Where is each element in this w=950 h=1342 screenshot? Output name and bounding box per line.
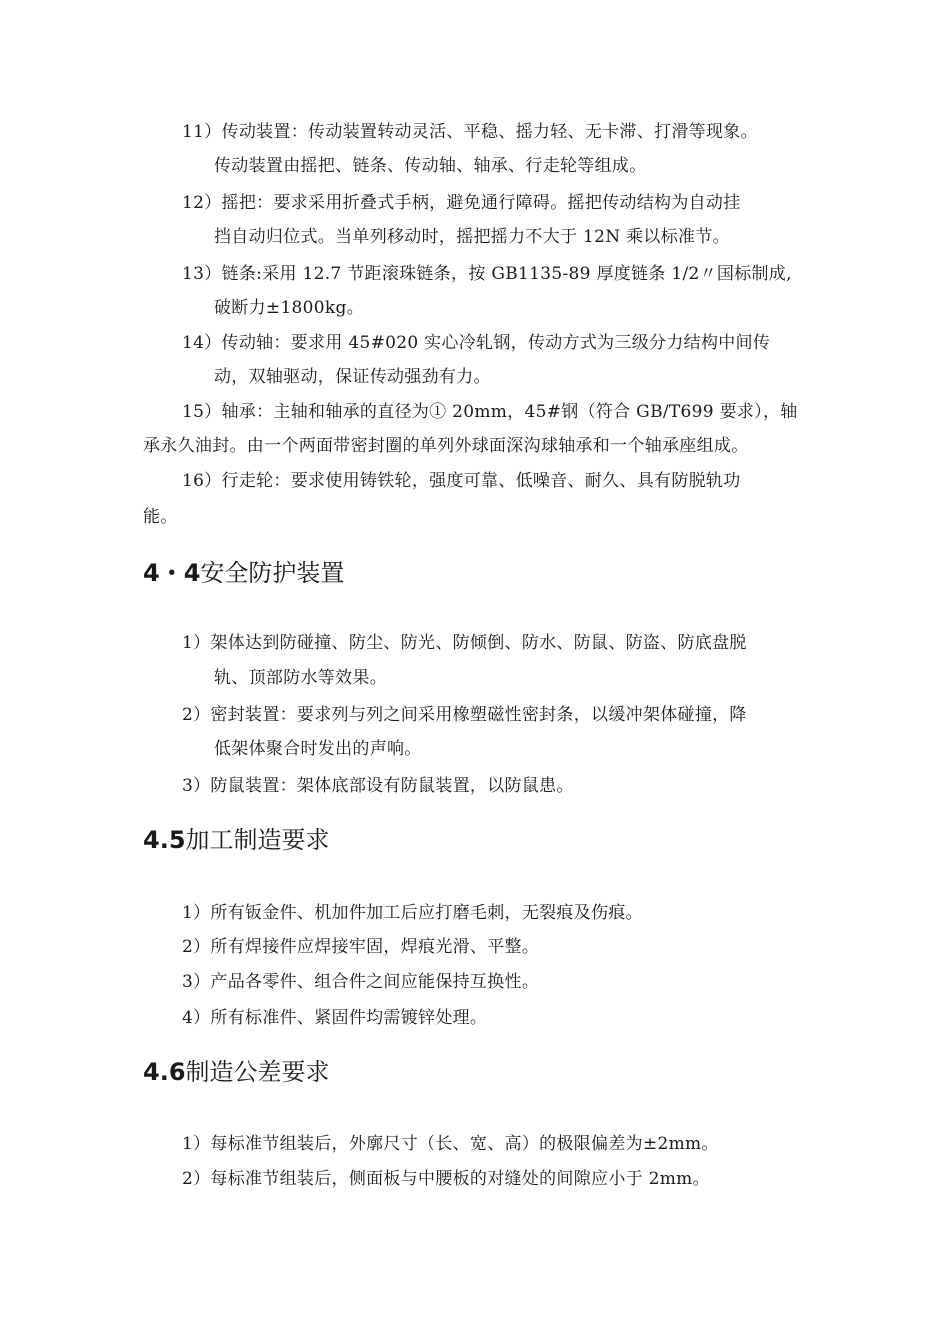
item-14-line2: 动，双轴驱动，保证传动强劲有力。	[214, 367, 491, 387]
item-16-line2: 能。	[143, 507, 178, 527]
section-heading-4-5	[143, 825, 330, 855]
item-15-line1: 15）轴承：主轴和轴承的直径为① 20mm，45#钢（符合 GB/T699 要求），轴	[182, 402, 798, 422]
item-12-line1: 12）摇把：要求采用折叠式手柄，避免通行障碍。摇把传动结构为自动挂	[182, 193, 741, 213]
item-4-4-1-line1: 1）架体达到防碰撞、防尘、防光、防倾倒、防水、防鼠、防盗、防底盘脱	[182, 633, 747, 653]
item-4-5-3: 3）产品各零件、组合件之间应能保持互换性。	[182, 972, 540, 992]
item-4-4-2-line1: 2）密封装置：要求列与列之间采用橡塑磁性密封条，以缓冲架体碰撞，降	[182, 705, 747, 725]
section-number: 4・4	[143, 559, 201, 587]
item-12-line2: 挡自动归位式。当单列移动时，摇把摇力不大于 12N 乘以标准节。	[214, 227, 730, 247]
item-4-5-4: 4）所有标准件、紧固件均需镀锌处理。	[182, 1008, 488, 1028]
section-number: 4.6	[143, 1058, 186, 1086]
item-16-line1: 16）行走轮：要求使用铸铁轮，强度可靠、低噪音、耐久、具有防脱轨功	[182, 471, 741, 491]
item-4-5-1: 1）所有钣金件、机加件加工后应打磨毛刺，无裂痕及伤痕。	[182, 903, 643, 923]
item-4-4-1-line2: 轨、顶部防水等效果。	[214, 668, 387, 688]
item-4-5-2: 2）所有焊接件应焊接牢固，焊痕光滑、平整。	[182, 937, 540, 957]
item-4-6-2: 2）每标准节组装后，侧面板与中腰板的对缝处的间隙应小于 2mm。	[182, 1169, 710, 1189]
item-13-line2: 破断力±1800kg。	[214, 298, 364, 318]
section-title: 制造公差要求	[185, 1058, 330, 1086]
item-4-4-3: 3）防鼠装置：架体底部设有防鼠装置，以防鼠患。	[182, 776, 574, 796]
section-heading-4-4	[143, 558, 344, 588]
item-4-6-1: 1）每标准节组装后，外廓尺寸（长、宽、高）的极限偏差为±2mm。	[182, 1134, 719, 1154]
item-11-line2: 传动装置由摇把、链条、传动轴、轴承、行走轮等组成。	[214, 156, 647, 176]
section-heading-4-6	[143, 1057, 330, 1087]
item-14-line1: 14）传动轴：要求用 45#020 实心冷轧钢，传动方式为三级分力结构中间传	[182, 333, 771, 353]
item-13-line1: 13）链条:采用 12.7 节距滚珠链条，按 GB1135-89 厚度链条 1/2〃国标制成,	[182, 264, 792, 284]
item-11-line1: 11）传动装置：传动装置转动灵活、平稳、摇力轻、无卡滞、打滑等现象。	[182, 122, 758, 142]
section-number: 4.5	[143, 826, 186, 854]
item-15-line2: 承永久油封。由一个两面带密封圈的单列外球面深沟球轴承和一个轴承座组成。	[143, 436, 749, 456]
section-title: 安全防护装置	[200, 559, 345, 587]
section-title: 加工制造要求	[185, 826, 330, 854]
item-4-4-2-line2: 低架体聚合时发出的声响。	[214, 739, 422, 759]
